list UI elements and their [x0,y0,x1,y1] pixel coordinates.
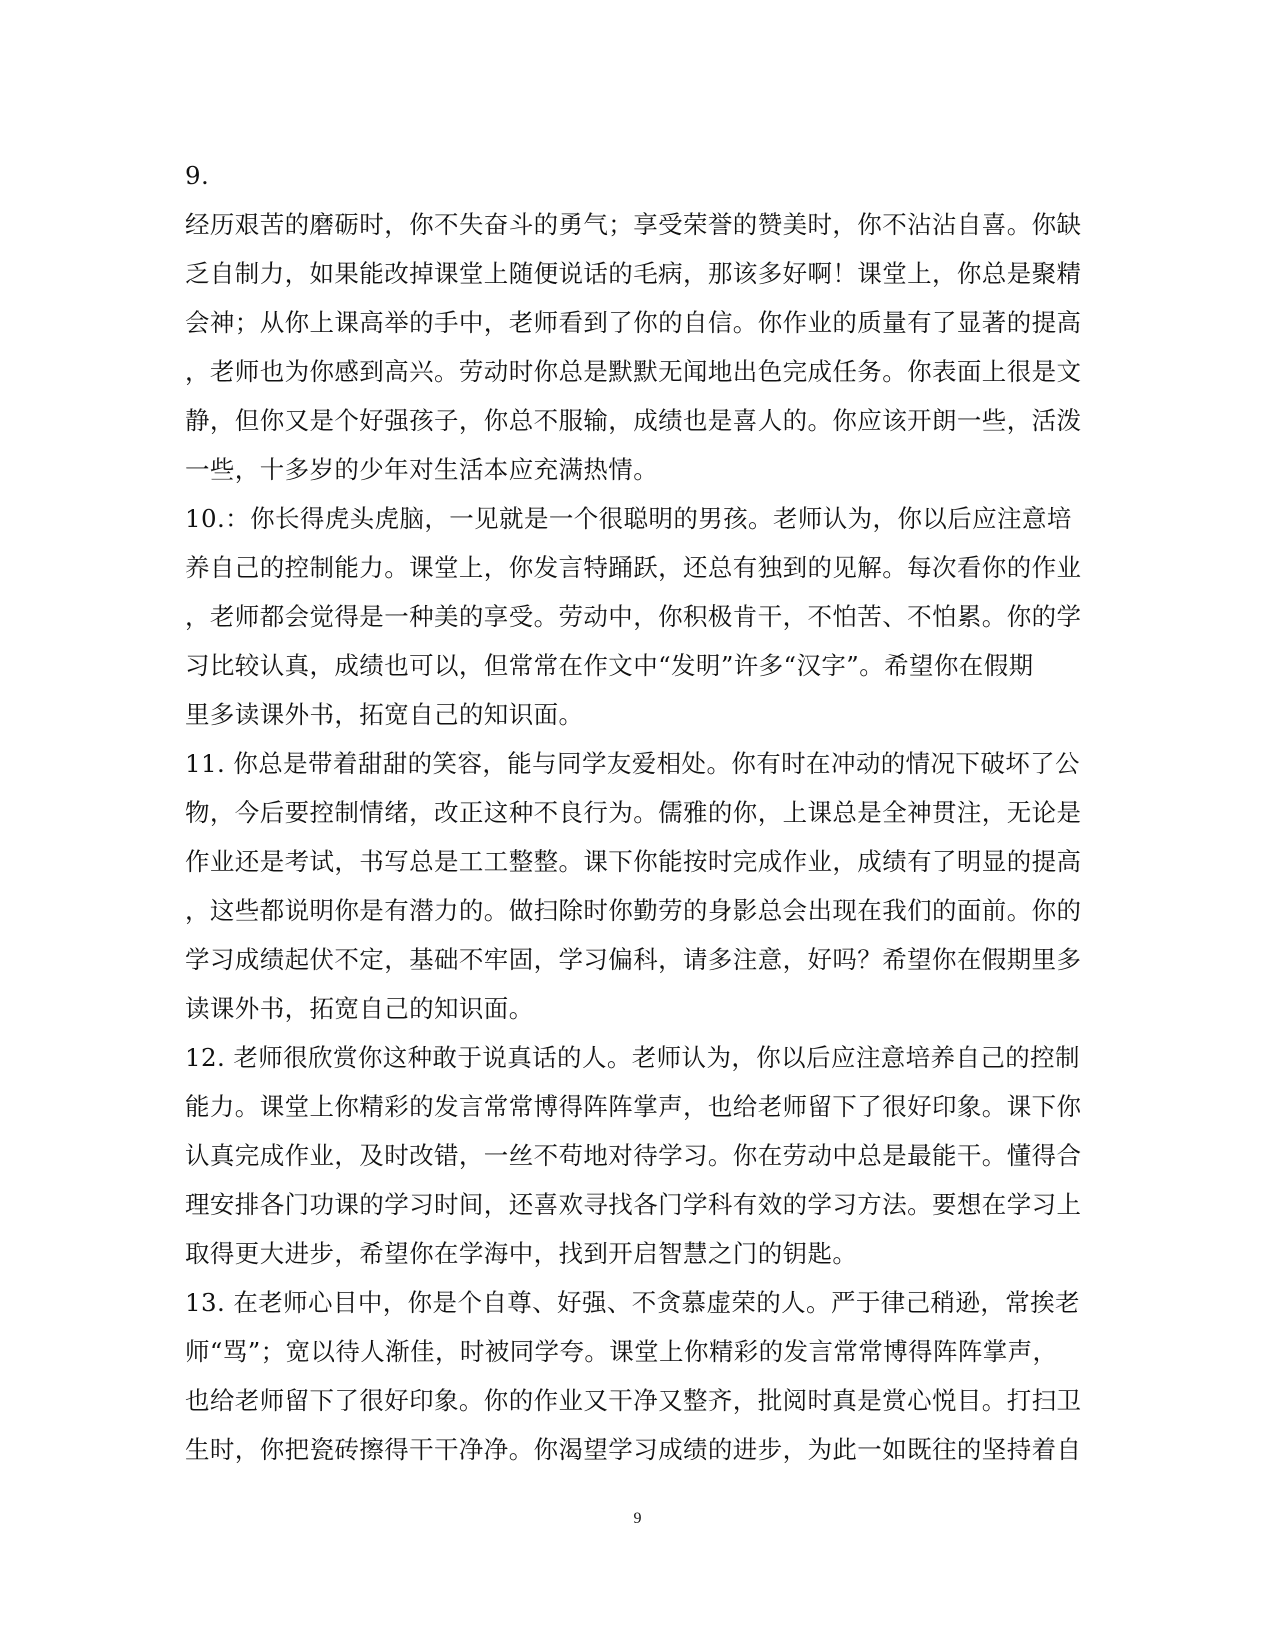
text-line: 乏自制力，如果能改掉课堂上随便说话的毛病，那该多好啊！课堂上，你总是聚精 [185,259,1082,288]
text-line: 理安排各门功课的学习时间，还喜欢寻找各门学科有效的学习方法。要想在学习上 [185,1190,1082,1219]
text-line: 11. 你总是带着甜甜的笑容，能与同学友爱相处。你有时在冲动的情况下破坏了公 [185,749,1080,778]
text-line: 生时，你把瓷砖擦得干干净净。你渴望学习成绩的进步，为此一如既往的坚持着自 [185,1435,1082,1464]
text-line: 12. 老师很欣赏你这种敢于说真话的人。老师认为，你以后应注意培养自己的控制 [185,1043,1080,1072]
text-line: 9. [185,161,210,190]
text-line: 会神；从你上课高举的手中，老师看到了你的自信。你作业的质量有了显著的提高 [185,308,1082,337]
text-line: 里多读课外书，拓宽自己的知识面。 [185,700,584,729]
document-body [185,151,1090,1474]
text-line: ，老师都会觉得是一种美的享受。劳动中，你积极肯干，不怕苦、不怕累。你的学 [185,602,1082,631]
text-line: ，老师也为你感到高兴。劳动时你总是默默无闻地出色完成任务。你表面上很是文 [185,357,1082,386]
text-line: ，这些都说明你是有潜力的。做扫除时你勤劳的身影总会出现在我们的面前。你的 [185,896,1082,925]
text-line: 能力。课堂上你精彩的发言常常博得阵阵掌声，也给老师留下了很好印象。课下你 [185,1092,1082,1121]
text-line: 一些，十多岁的少年对生活本应充满热情。 [185,455,659,484]
text-line: 物，今后要控制情绪，改正这种不良行为。儒雅的你，上课总是全神贯注，无论是 [185,798,1082,827]
text-line: 读课外书，拓宽自己的知识面。 [185,994,534,1023]
text-line: 作业还是考试，书写总是工工整整。课下你能按时完成作业，成绩有了明显的提高 [185,847,1082,876]
text-line: 13. 在老师心目中，你是个自尊、好强、不贪慕虚荣的人。严于律己稍逊，常挨老 [185,1288,1080,1317]
text-line: 习比较认真，成绩也可以，但常常在作文中“发明”许多“汉字”。希望你在假期 [185,651,1034,680]
text-line: 静，但你又是个好强孩子，你总不服输，成绩也是喜人的。你应该开朗一些，活泼 [185,406,1082,435]
text-line: 学习成绩起伏不定，基础不牢固，学习偏科，请多注意，好吗？希望你在假期里多 [185,945,1082,974]
text-line: 10.：你长得虎头虎脑，一见就是一个很聪明的男孩。老师认为，你以后应注意培 [185,504,1072,533]
text-line: 经历艰苦的磨砺时，你不失奋斗的勇气；享受荣誉的赞美时，你不沾沾自喜。你缺 [185,210,1082,239]
text-line: 师“骂”；宽以待人渐佳，时被同学夸。课堂上你精彩的发言常常博得阵阵掌声， [185,1337,1058,1366]
text-line: 认真完成作业，及时改错，一丝不苟地对待学习。你在劳动中总是最能干。懂得合 [185,1141,1082,1170]
text-line: 取得更大进步，希望你在学海中，找到开启智慧之门的钥匙。 [185,1239,858,1268]
text-line: 也给老师留下了很好印象。你的作业又干净又整齐，批阅时真是赏心悦目。打扫卫 [185,1386,1082,1415]
text-line: 养自己的控制能力。课堂上，你发言特踊跃，还总有独到的见解。每次看你的作业 [185,553,1082,582]
page-number: 9 [633,1510,642,1527]
